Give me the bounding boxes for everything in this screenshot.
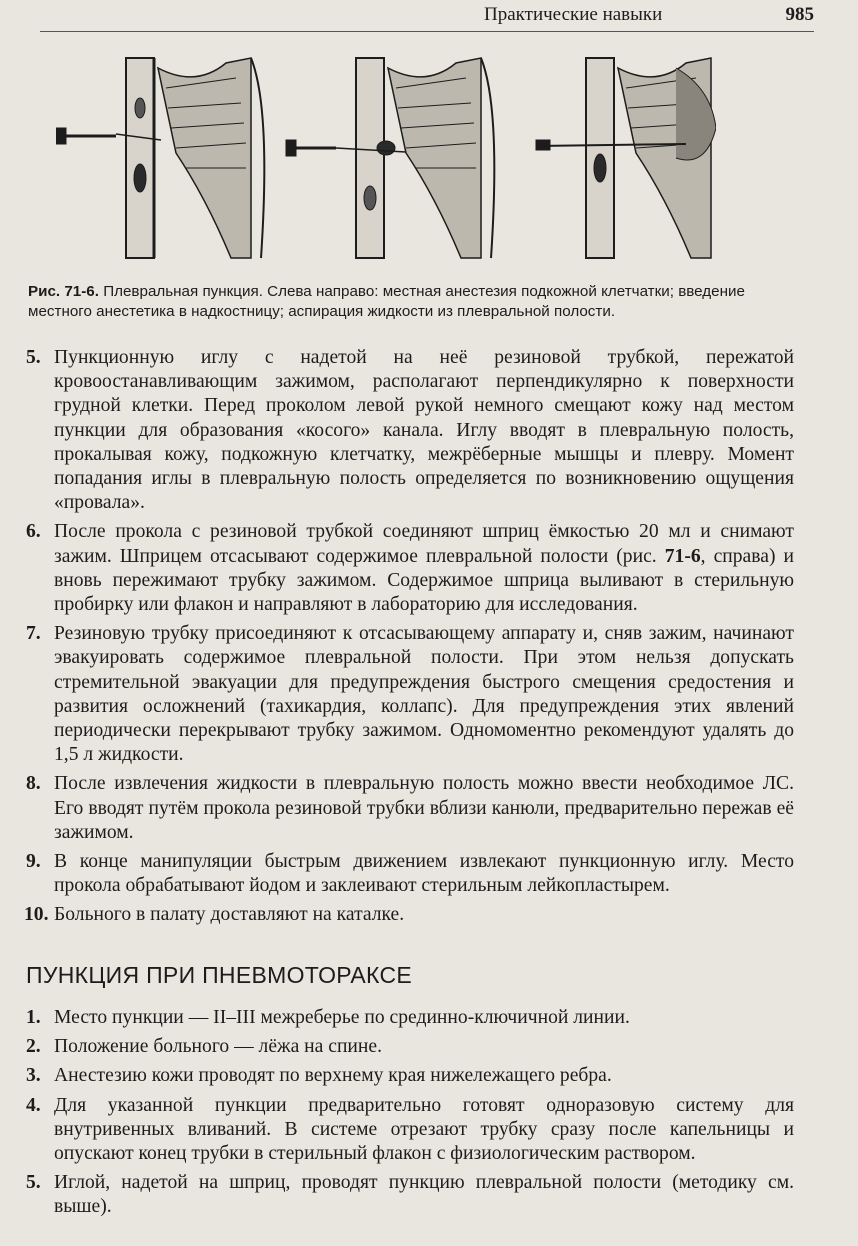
page-number: 985 <box>785 4 814 25</box>
item-number: 9. <box>26 851 41 873</box>
item-number: 5. <box>26 1172 41 1194</box>
pneumothorax-steps <box>26 1006 794 1225</box>
item-text: Резиновую трубку присоединяют к отсасывающему аппарату и, сняв зажим, начинают эвакуировать содержимое плевральной полости. При этом нельзя допускать стремительной эвакуации для предупреждения быстрого смещения средостения и развития осложнений (тахикардия, коллапс). Для предупреждения этих явлений периодически перекрывают трубку зажимом. Одномоментно рекомендуют удалять до 1,5 л жидкости. <box>54 623 794 766</box>
item-number: 3. <box>26 1065 41 1087</box>
item-text: В конце манипуляции быстрым движением извлекают пункционную иглу. Место прокола обрабатывают йодом и заклеивают стерильным лейкопластырем. <box>54 851 794 897</box>
list-item <box>26 622 794 767</box>
figure-reference: 71-6 <box>664 545 701 567</box>
item-number: 2. <box>26 1036 41 1058</box>
list-item <box>26 850 794 898</box>
list-item <box>26 346 794 515</box>
panel-fluid-aspiration <box>536 58 716 258</box>
list-item <box>26 1171 794 1219</box>
pleural-puncture-illustration <box>56 48 716 266</box>
item-text: После извлечения жидкости в плевральную полость можно ввести необходимое ЛС. Его вводят путём прокола резиновой трубки вблизи канюли, предварительно пережав её зажимом. <box>54 773 794 843</box>
header-rule <box>40 31 814 32</box>
section-title: Практические навыки <box>484 4 663 25</box>
caption-label: Рис. 71-6. <box>28 283 99 300</box>
list-item <box>26 1035 794 1059</box>
item-text: , справа) и вновь пережимают трубку зажимом. Содержимое шприца выливают в стерильную пробирку или флакон и направляют в лабораторию для исследования. <box>54 545 794 616</box>
item-number: 7. <box>26 623 41 645</box>
running-header <box>484 4 814 30</box>
caption-text: Плевральная пункция. Слева направо: местная анестезия подкожной клетчатки; введение местного анестетика в надкостницу; аспирация жидкости из плевральной полости. <box>28 283 745 320</box>
item-text: Положение больного — лёжа на спине. <box>54 1036 382 1058</box>
item-text: Анестезию кожи проводят по верхнему края нижележащего ребра. <box>54 1065 612 1087</box>
panel-periosteum-anesthesia <box>286 58 494 258</box>
item-text: Для указанной пункции предварительно готовят одноразовую систему для внутривенных вливаний. В системе отрезают трубку сразу после капельницы и опускают конец трубки в стерильный флакон с физиологическим раствором. <box>54 1094 794 1165</box>
item-text: Пункционную иглу с надетой на неё резиновой трубкой, пережатой кровоостанавливающим зажимом, располагают перпендикулярно к поверхности грудной клетки. Перед проколом левой рукой немного смещают кожу над местом пункции для образования «косого» канала. Иглу вводят в плевральную полость, прокалывая кожу, подкожную клетчатку, межрёберные мышцы и плевру. Момент попадания иглы в плевральную полость определяется по возникновению ощущения «провала». <box>54 347 794 514</box>
item-text: Место пункции — II–III межреберье по срединно-ключичной линии. <box>54 1007 630 1028</box>
list-item <box>26 903 794 927</box>
item-number: 1. <box>26 1007 41 1028</box>
item-text: Иглой, надетой на шприц, проводят пункцию плевральной полости (методику см. выше). <box>54 1172 794 1218</box>
list-item <box>26 772 794 845</box>
list-item <box>26 1094 794 1167</box>
procedure-steps <box>26 346 794 933</box>
item-number: 5. <box>26 347 41 368</box>
item-number: 8. <box>26 773 41 795</box>
item-text: Больного в палату доставляют на каталке. <box>54 904 405 926</box>
item-number: 10. <box>24 904 49 926</box>
list-item <box>26 1006 794 1030</box>
section-heading: ПУНКЦИЯ ПРИ ПНЕВМОТОРАКСЕ <box>26 962 413 988</box>
figure-caption <box>28 282 798 322</box>
panel-subcutaneous-anesthesia <box>56 58 264 258</box>
list-item <box>26 1064 794 1088</box>
list-item <box>26 520 794 617</box>
item-text: После прокола с резиновой трубкой соединяют шприц ёмкостью 20 мл и снимают зажим. Шприцем отсасывают содержимое плевральной полости (рис. <box>54 521 794 567</box>
item-number: 4. <box>26 1094 41 1116</box>
item-number: 6. <box>26 521 41 543</box>
